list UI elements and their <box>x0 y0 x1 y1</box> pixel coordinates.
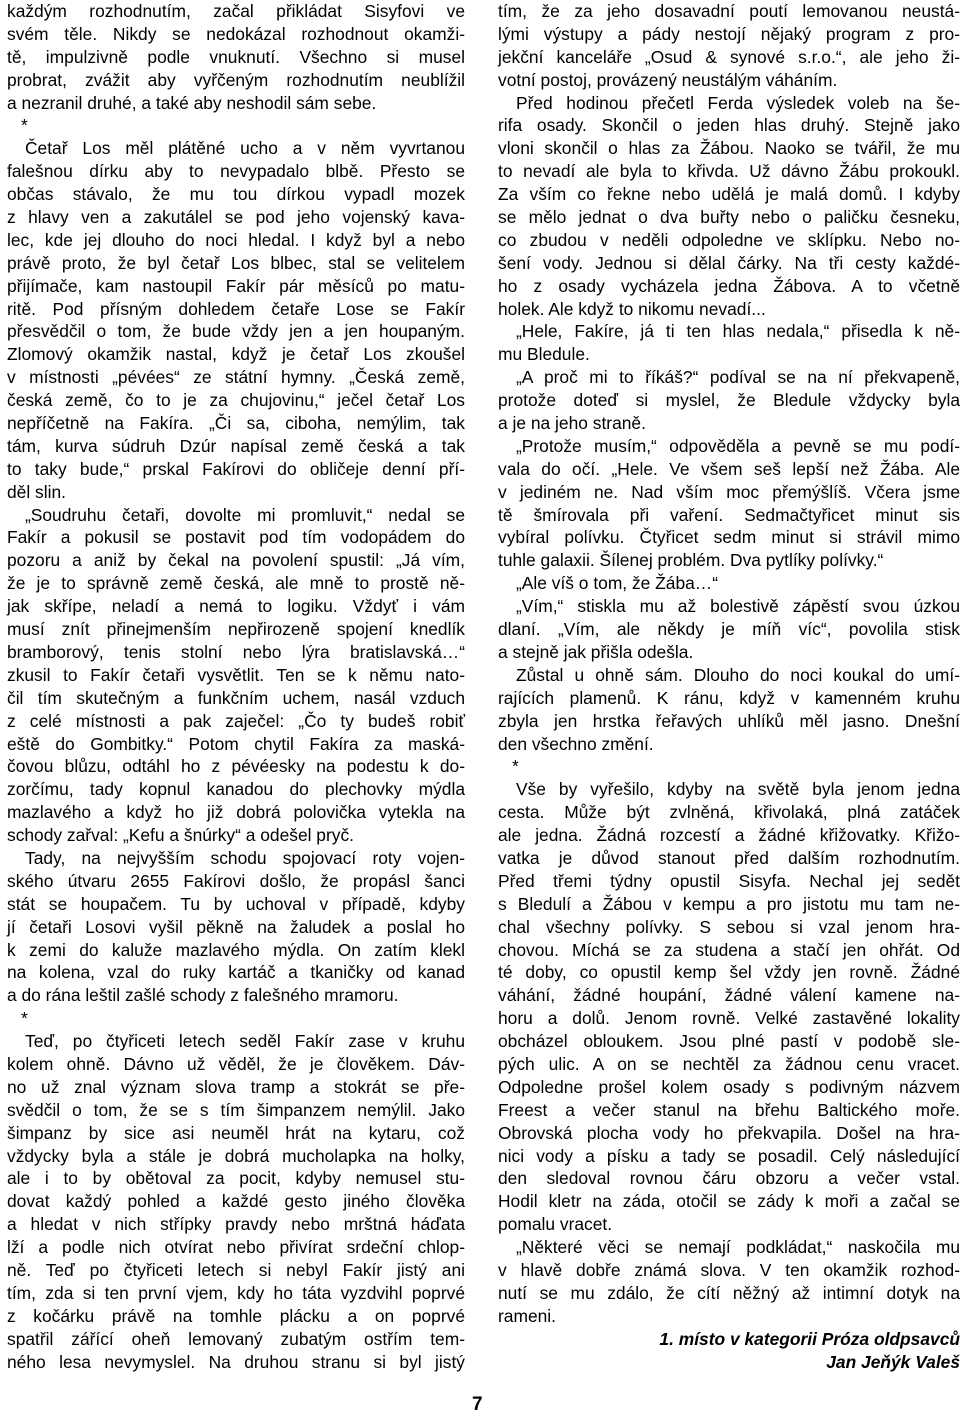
text-line: falešnou dírku aby to nevypadalo blbě. Přesto se <box>7 161 465 182</box>
text-line: „Vím,“ stiskla mu až bolestivě zápěstí svou úzkou <box>516 596 960 617</box>
text-line: horu a dolů. Jenom rovně. Velké zastavěné lokality <box>498 1008 960 1029</box>
text-line: lými výstupy a pády nestojí nějaký program z pro- <box>498 23 960 44</box>
text-line: ského útvaru 2655 Fakírovi došlo, že propásl šanci <box>7 870 465 891</box>
text-line: ného lesa nevymyslel. Na druhou stranu si byl jistý <box>7 1351 465 1372</box>
text-line: zkusil to Fakír četaři vysvětlit. Ten se k němu nato- <box>7 664 465 685</box>
text-line: a do rána leštil zašlé schody z falešného mramoru. <box>7 985 399 1006</box>
text-line: tě šmírovala při vaření. Sedmačtyřicet minut sis <box>498 504 960 525</box>
text-line: Hodil kletr na záda, otočil se zády k moři a začal se <box>498 1191 960 1212</box>
right-column <box>498 0 960 1373</box>
text-line: ale jedna. Žádná rozcestí a žádné křižovatky. Křižo- <box>498 825 960 846</box>
text-line: kolem ohně. Dávno už věděl, že je člověkem. Dáv- <box>7 1053 465 1074</box>
text-line: rameni. <box>498 1305 556 1326</box>
text-line: ho z osady vycházela jedna Žábova. A to včetně <box>498 275 960 296</box>
text-line: svědčil o tom, že se s tím šimpanzem nemýlil. Jako <box>7 1099 465 1120</box>
text-line: svém těle. Nikdy se nedokázal rozhodnout okamži- <box>7 23 465 44</box>
text-line: Před třemi týdny opustil Sisyfa. Nechal jej sedět <box>498 870 960 891</box>
text-line: jekční kanceláře „Osud & synové s.r.o.“, ale jeho ži- <box>498 46 960 67</box>
text-line: rajících plamenů. K ránu, když v kamenném kruhu <box>498 687 960 708</box>
text-line: čil tím skutečným a funkčním uchem, nasál vzduch <box>7 687 465 708</box>
text-line: Teď, po čtyřiceti letech seděl Fakír zase v kruhu <box>25 1031 465 1052</box>
text-line: děl slin. <box>7 481 66 502</box>
text-line: protože doteď si myslel, že Bledule vždycky byla <box>498 390 960 411</box>
text-line: Zůstal u ohně sám. Dlouho do noci koukal do umí- <box>516 664 960 685</box>
text-line: den sledoval rovnou čáru obzoru a večer vstal. <box>498 1168 960 1189</box>
text-line: „Ale víš o tom, že Žába…“ <box>516 573 718 594</box>
text-line: schody zařval: „Kefu a šnúrky“ a odešel pryč. <box>7 825 354 846</box>
section-separator: * <box>512 756 519 777</box>
text-line: jí četaři Losovi vyšil pěkně na žaludek a poslal ho <box>7 916 465 937</box>
text-line: šení vody. Jednou si dělal čárky. Na tři cesty každé- <box>498 252 960 273</box>
text-line: Před hodinou přečetl Ferda výsledek voleb na še- <box>516 92 960 113</box>
text-line: Fakír a pokusil se postavit pod tím vodopádem do <box>7 527 465 548</box>
text-line: se mělo jednat o dva buřty nebo o paličku česneku, <box>498 207 960 228</box>
text-line: v hlavě dobře známá slova. V ten okamžik rozhod- <box>498 1259 960 1280</box>
text-line: vždycky byla a stále je dobrá mucholapka na holky, <box>7 1145 465 1166</box>
text-line: pozoru a aniž by čekal na povolení spustil: „Já vím, <box>7 550 465 571</box>
text-line: stát se houpačem. Tu by uchoval v případě, kdyby <box>7 893 465 914</box>
text-line: lží a podle nich otvírat nebo přivírat srdeční chlop- <box>7 1237 465 1258</box>
text-line: Za vším co řekne nebo udělá je malá domů. I kdyby <box>498 184 960 205</box>
text-line: vatka je důvod stanout před dalším rozhodnutím. <box>498 847 960 868</box>
section-separator: * <box>21 1008 28 1029</box>
text-line: přijímače, kam nastoupil Fakír pár měsíců po matu- <box>7 275 465 296</box>
text-line: dlaní. „Vím, ale někdy je míň víc“, povolila stisk <box>498 619 960 640</box>
text-line: spatřil zářící oheň lemovaný zubatým ostřím tem- <box>7 1328 465 1349</box>
text-line: s Bledulí a Žábou v kempu a pro jistotu mu tam ne- <box>498 893 960 914</box>
text-line: chovou. Míchá se za studena a stačí jen ohřát. Od <box>498 939 960 960</box>
text-line: lec, kde jej dlouho do noci hledal. I když byl a nebo <box>7 229 465 250</box>
text-line: Odpoledne prošel kolem osady s podivným názvem <box>498 1076 960 1097</box>
text-line: bramborový, tenis stolní nebo lýra bratislavská…“ <box>7 641 465 662</box>
text-line: nici vody a písku a tady se posadil. Celý následující <box>498 1145 960 1166</box>
text-line: Zlomový okamžik nastal, když je četař Los zkoušel <box>7 344 465 365</box>
text-line: vala do očí. „Hele. Ve všem seš lepší než Žába. Ale <box>498 458 960 479</box>
text-line: Četař Los měl plátěné ucho a v něm vyvrtanou <box>25 138 465 159</box>
text-line: jak skřípe, neladí a nemá to logiku. Vždyť i vám <box>7 596 465 617</box>
text-line: z celé místnosti a pak zaječel: „Čo ty budeš robiť <box>7 710 465 731</box>
text-line: na kolena, vzal do ruky kartáč a tkaničky od kanad <box>7 962 465 983</box>
text-line: a stejně jak přišla odešla. <box>498 641 694 662</box>
text-line: musí znít přinejmenším nepřirozeně spojení knedlík <box>7 619 465 640</box>
text-line: z hlavy ven a zakutálel se pod jeho vojenský kava- <box>7 207 465 228</box>
text-line: cesta. Může být zvlněná, křivolaká, plná zatáček <box>498 802 960 823</box>
text-line: česká země, čo to je za chujovinu,“ ječel četař Los <box>7 390 465 411</box>
text-line: obcházel obloukem. Jsou plné pastí v podobě sle- <box>498 1031 960 1052</box>
text-line: právě proto, že byl četař Los blbec, stal se velitelem <box>7 252 465 273</box>
text-line: váhání, žádné houpání, žádné válení kamene na- <box>498 985 960 1006</box>
text-line: v jediném ne. Nad vším moc přemýšlíš. Včera jsme <box>498 481 960 502</box>
text-line: vybíral polívku. Čtyřicet sedm minut si strávil mimo <box>498 527 960 548</box>
text-line: „A proč mi to říkáš?“ podíval se na ní překvapeně, <box>516 367 960 388</box>
text-line: v místnosti „pévées“ ze státní hymny. „Česká země, <box>7 367 465 388</box>
text-line: a nezranil druhé, a také aby neshodil sám sebe. <box>7 92 377 113</box>
text-line: Freest a večer stanul na břehu Baltického moře. <box>498 1099 960 1120</box>
text-line: každým rozhodnutím, začal přikládat Sisyfovi ve <box>7 1 465 21</box>
text-line: rifa osady. Skončil o jeden hlas druhý. Stejně jako <box>498 115 960 136</box>
text-line: ritě. Pod přísným dohledem četaře Lose se Fakír <box>7 298 465 319</box>
text-line: a hledat v nich střípky pravdy nebo mrštná háďata <box>7 1214 465 1235</box>
text-line: Vše by vyřešilo, kdyby na světě byla jenom jedna <box>516 779 960 800</box>
text-line: holek. Ale když to nikomu nevadí... <box>498 298 766 319</box>
text-line: tě, impulzivně podle vnuknutí. Všechno si musel <box>7 46 465 67</box>
text-line: tím, zda si ten první vjem, kdy ho táta vyzdvihl poprvé <box>7 1282 465 1303</box>
text-line: nepříčetně na Fakíra. „Či sa, ciboha, nemýlim, tak <box>7 413 465 434</box>
text-line: Obrovská plocha vody ho překvapila. Došel na hra- <box>498 1122 960 1143</box>
text-line: přesvědčil o tom, že bude vždy jen a jen houpaným. <box>7 321 465 342</box>
text-line: dovat každý pohled a každé gesto jiného člověka <box>7 1191 465 1212</box>
section-separator: * <box>21 115 28 136</box>
text-line: nutí se mu zdálo, že cítí něžný až intimní dotyk na <box>498 1282 960 1303</box>
text-line: „Některé věci se nemají podkládat,“ naskočila mu <box>516 1237 960 1258</box>
text-line: chal všechny polívky. S sebou si vzal jenom hra- <box>498 916 960 937</box>
text-line: to nevadí ale byla to křivda. Už dávno Žábu prokoukl. <box>498 161 960 182</box>
text-line: „Hele, Fakíre, já ti ten hlas nedala,“ přisedla k ně- <box>516 321 960 342</box>
text-line: čovou blůzu, odtáhl ho z pévéesky na podestu k do- <box>7 756 465 777</box>
text-line: tuhle galaxii. Šílenej problém. Dva pytlíky polívky.“ <box>498 550 884 571</box>
text-line: z kočárku právě na tomhle plácku a on poprvé <box>7 1305 465 1326</box>
text-line: probrat, zvážit aby vyřčeným rozhodnutím neublížil <box>7 69 465 90</box>
text-line: zorčímu, tady kopnul kanadou do plechovky mýdla <box>7 779 465 800</box>
text-line: a je na jeho straně. <box>498 413 646 434</box>
text-line: „Protože musím,“ odpověděla a pevně se mu podí- <box>516 435 960 456</box>
text-line: co zbudou v neděli odpoledne ve sklípku. Nebo no- <box>498 229 960 250</box>
text-line: ně. Teď po čtyřiceti letech si nebyl Fakír jistý ani <box>7 1259 465 1280</box>
text-line: mazlavého a když ho již dobrá polovička vytekla na <box>7 802 465 823</box>
text-line: že je to správně země česká, ale mně to prostě ně- <box>7 573 465 594</box>
text-line: eště do Gombitky.“ Potom chytil Fakíra za maská- <box>7 733 465 754</box>
author-name: Jan Jeňýk Valeš <box>826 1351 960 1372</box>
page-number: 7 <box>472 1394 483 1415</box>
text-line: ale i to by obětoval za pocit, kdyby nemusel stu- <box>7 1168 465 1189</box>
text-line: vloni skončil o hlas za Žábou. Naoko se tvářil, že mu <box>498 138 960 159</box>
text-line: mu Bledule. <box>498 344 590 365</box>
text-line: to taky bude,“ prskal Fakírovi do obličeje denní pří- <box>7 458 465 479</box>
text-line: zbyla jen hrstka řeřavých uhlíků měl jasno. Dnešní <box>498 710 960 731</box>
text-line: občas stávalo, že mu tou dírkou vypadl mozek <box>7 184 465 205</box>
text-line: „Soudruhu četaři, dovolte mi promluvit,“ nedal se <box>25 504 465 525</box>
text-line: tám, kurva súdruh Dzúr napísal země česká a tak <box>7 435 465 456</box>
text-line: té doby, co opustil kemp šel vždy jen rovně. Žádné <box>498 962 960 983</box>
text-line: votní postoj, provázený neustálým váháním. <box>498 69 838 90</box>
text-line: šimpanz by sice asi neuměl hrát na kytaru, což <box>7 1122 465 1143</box>
text-line: pomalu vracet. <box>498 1214 613 1235</box>
text-line: Tady, na nejvyšším schodu spojovací roty vojen- <box>25 847 465 868</box>
award-line: 1. místo v kategorii Próza oldpsavců <box>659 1328 960 1349</box>
text-line: no už znal význam slova tramp a stokrát se pře- <box>7 1076 465 1097</box>
text-line: den všechno změní. <box>498 733 654 754</box>
text-line: k zemi do kaluže mazlavého mýdla. On zatím klekl <box>7 939 465 960</box>
text-line: tím, že za jeho dosavadní poutí lemovanou neustá- <box>498 1 960 21</box>
left-column <box>7 0 465 1373</box>
text-line: pých ulic. A on se nechtěl za žádnou cenu vracet. <box>498 1053 960 1074</box>
